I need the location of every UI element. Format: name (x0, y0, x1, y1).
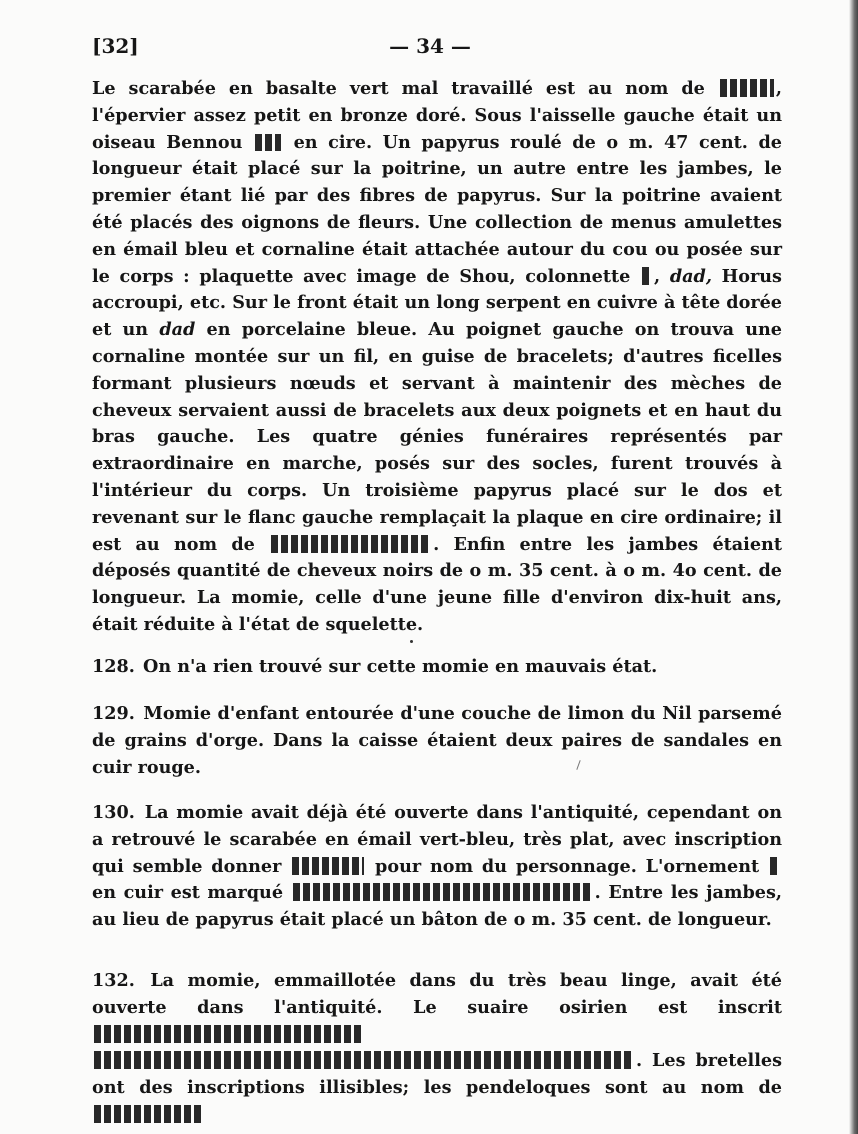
p129-text: Momie d'enfant entourée d'une couche de limon du Nil parsemé de grains d'orge. Dans la caisse étaient deux paires de sandales en cuir rouge. (92, 703, 782, 778)
para-number-130: 130. (92, 802, 135, 823)
hieroglyph-name-2 (271, 535, 431, 553)
para-number-129: 129. (92, 703, 135, 724)
hieroglyph-column (642, 267, 652, 285)
hieroglyph-name-4 (94, 1105, 204, 1123)
page-number: — 34 — (389, 34, 471, 58)
paragraph-scarab (92, 76, 782, 639)
paragraph-132 (92, 968, 782, 1129)
hieroglyph-name-1 (720, 79, 774, 97)
hieroglyph-inscription-2a (94, 1025, 364, 1043)
p132-text-2: . Les bretelles ont des inscriptions illisibles; les pendeloques sont au nom de (92, 1050, 782, 1099)
p130-text-2: pour nom du personnage. L'ornement (375, 855, 760, 877)
hieroglyph-name-3 (292, 857, 364, 875)
page-edge-shadow (849, 0, 858, 1134)
p1-text-1: Le scarabée en basalte vert mal travaillé est au nom de (92, 78, 705, 99)
para-number-128: 128. (92, 656, 135, 677)
p1-text-9: . Enfin entre les jambes étaient déposés quantité de cheveux noirs de o m. 35 cent. à o m. 4o cent. de longueur. La momie, celle d'une jeune fille d'environ dix-huit ans, était réduite à l'état de squelette. (92, 533, 782, 635)
hieroglyph-inscription-2b (94, 1051, 634, 1069)
paragraph-129 (92, 701, 782, 781)
p130-text-3: en cuir est marqué (92, 882, 284, 904)
hieroglyph-bennou-bird (255, 134, 281, 151)
paragraph-130 (92, 800, 782, 934)
hieroglyph-inscription-1 (293, 883, 593, 901)
p1-text-3: en cire. Un papyrus roulé de o m. 47 cent. de longueur était placé sur la poitrine, un autre entre les jambes, le premier étant lié par des fibres de papyrus. Sur la poitrine avaient été placés des oignons de fleurs. Une collection de menus amulettes en émail bleu et cornaline était attachée autour du cou ou posée sur le corps : plaquette avec image de Shou, colonnette (92, 131, 782, 287)
p1-dad-italic-2: dad (159, 319, 196, 341)
p1-text-8: en porcelaine bleue. Au poignet gauche on trouva une cornaline montée sur un fil, en guise de bracelets; d'autres ficelles formant plusieurs nœuds et servant à maintenir des mèches de cheveux servaient aussi de bracelets aux deux poignets et en haut du bras gauche. Les quatre génies funéraires représentés par extraordinaire en marche, posés sur des socles, furent trouvés à l'intérieur du corps. Un troisième papyrus placé sur le dos et revenant sur le flanc gauche remplaçait la plaque en cire ordinaire; il est au nom de (92, 319, 782, 555)
p130-text-4: . Entre les jambes, au lieu de papyrus était placé un bâton de o m. 35 cent. de longueur. (92, 882, 782, 931)
paragraph-128 (92, 654, 782, 681)
p132-text-1: La momie, emmaillotée dans du très beau linge, avait été ouverte dans l'antiquité. Le suaire osirien est inscrit (92, 970, 782, 1018)
p128-text: On n'a rien trouvé sur cette momie en mauvais état. (143, 656, 658, 677)
p1-text-6: Horus accroupi, etc. Sur le front était un long serpent en cuivre à tête dorée et un (92, 265, 782, 341)
para-number-132: 132. (92, 970, 135, 991)
hieroglyph-ornament (770, 857, 780, 875)
p1-text-2: , l'épervier assez petit en bronze doré. Sous l'aisselle gauche était un oiseau Bennou (92, 78, 782, 153)
p1-dad-italic-1: dad, (669, 265, 712, 287)
p130-text-1: La momie avait déjà été ouverte dans l'antiquité, cependant on a retrouvé le scarabée en émail vert-bleu, très plat, avec inscription qui semble donner (92, 802, 782, 877)
print-speck (410, 640, 413, 643)
bracket-page-number: [32] (92, 34, 139, 58)
p1-text-4: , (653, 265, 661, 287)
